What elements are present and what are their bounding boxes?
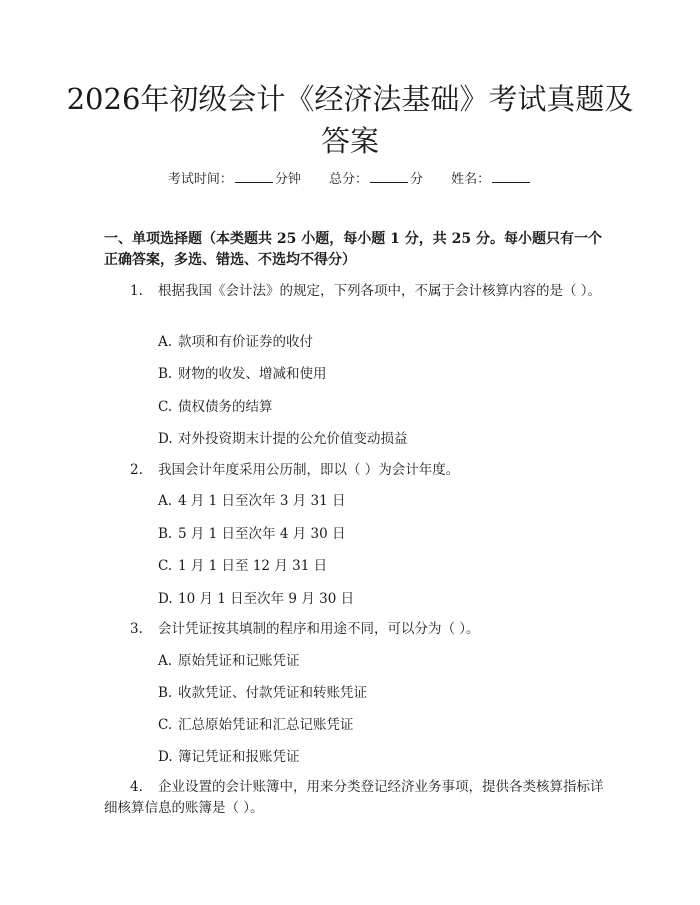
exam-time-field — [168, 168, 301, 190]
question-stem: 根据我国《会计法》的规定，下列各项中，不属于会计核算内容的是（ ）。 — [158, 283, 602, 299]
question-stem: 企业设置的会计账簿中，用来分类登记经济业务事项，提供各类核算指标详细核算信息的账簿是（ ）。 — [104, 779, 604, 816]
option-text: 款项和有价证券的收付 — [178, 334, 313, 350]
option-letter: D. — [158, 431, 173, 447]
question-3 — [104, 619, 604, 640]
total-score-label: 总分： — [328, 172, 368, 187]
total-score-unit: 分 — [410, 172, 424, 187]
option-text: 5 月 1 日至次年 4 月 30 日 — [178, 526, 346, 542]
question-2-option-a — [158, 491, 598, 511]
option-text: 原始凭证和记账凭证 — [178, 653, 300, 669]
question-2-option-c — [158, 556, 598, 576]
exam-meta-line — [0, 168, 700, 190]
question-2-option-d — [158, 589, 598, 609]
question-1-option-b — [158, 364, 598, 384]
option-letter: D. — [158, 591, 173, 607]
option-text: 对外投资期末计提的公允价值变动损益 — [178, 431, 408, 447]
option-text: 汇总原始凭证和汇总记账凭证 — [178, 717, 354, 733]
question-1-option-c — [158, 397, 598, 417]
question-4 — [104, 777, 604, 819]
question-3-option-b — [158, 683, 598, 703]
question-stem: 我国会计年度采用公历制，即以（ ）为会计年度。 — [158, 462, 460, 478]
question-number: 1. — [130, 283, 143, 299]
total-score-field — [329, 168, 423, 190]
page-title: 2026年初级会计《经济法基础》考试真题及答案 — [66, 82, 634, 158]
option-letter: C. — [158, 399, 173, 415]
exam-time-blank — [235, 168, 273, 183]
option-text: 10 月 1 日至次年 9 月 30 日 — [178, 591, 355, 607]
question-stem: 会计凭证按其填制的程序和用途不同，可以分为（ ）。 — [158, 621, 480, 637]
question-1-option-d — [158, 429, 598, 449]
option-text: 财物的收发、增减和使用 — [178, 366, 327, 382]
name-blank — [492, 168, 530, 183]
option-letter: C. — [158, 558, 173, 574]
option-letter: B. — [158, 685, 173, 701]
option-letter: B. — [158, 366, 173, 382]
name-field — [451, 168, 532, 190]
name-label: 姓名： — [451, 172, 491, 187]
question-3-option-c — [158, 715, 598, 735]
option-letter: A. — [158, 493, 173, 509]
question-2 — [104, 460, 604, 481]
option-letter: D. — [158, 749, 173, 765]
option-letter: B. — [158, 526, 173, 542]
option-text: 收款凭证、付款凭证和转账凭证 — [178, 685, 367, 701]
question-number: 2. — [130, 462, 143, 478]
option-text: 4 月 1 日至次年 3 月 31 日 — [178, 493, 346, 509]
question-3-option-a — [158, 651, 598, 671]
option-text: 1 月 1 日至 12 月 31 日 — [178, 558, 328, 574]
section-heading: 一、单项选择题（本类题共 25 小题，每小题 1 分，共 25 分。每小题只有一个正确答案，多选、错选、不选均不得分） — [104, 231, 602, 268]
question-3-option-d — [158, 747, 598, 767]
option-letter: A. — [158, 334, 173, 350]
total-score-blank — [370, 168, 408, 183]
question-number: 4. — [130, 779, 143, 795]
option-text: 簿记凭证和报账凭证 — [178, 749, 300, 765]
question-2-option-b — [158, 524, 598, 544]
option-text: 债权债务的结算 — [178, 399, 273, 415]
exam-time-unit: 分钟 — [274, 172, 301, 187]
question-number: 3. — [130, 621, 143, 637]
option-letter: A. — [158, 653, 173, 669]
question-1 — [104, 281, 604, 302]
option-letter: C. — [158, 717, 173, 733]
exam-time-label: 考试时间： — [167, 172, 233, 187]
question-1-option-a — [158, 332, 598, 352]
